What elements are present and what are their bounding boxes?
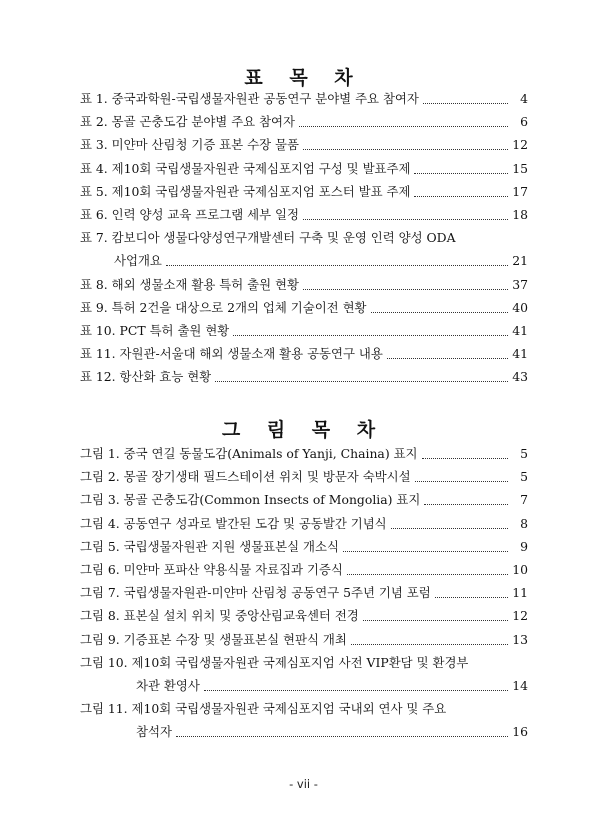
figure-entry-leader-dots [435, 597, 508, 598]
table-entry[interactable] [80, 182, 528, 205]
table-entry-leader-dots [303, 219, 508, 220]
figure-entry-label: 그림 2. 몽골 장기생태 필드스테이션 위치 및 방문자 숙박시설 [80, 469, 411, 485]
figure-entry-label: 그림 11. 제10회 국립생물자원관 국제심포지엄 국내외 연사 및 주요 [80, 701, 447, 717]
table-entry[interactable] [80, 205, 528, 228]
figure-entry[interactable] [80, 560, 528, 583]
figure-entry-page-number: 9 [520, 538, 528, 554]
table-entry-label: 표 9. 특허 2건을 대상으로 2개의 업체 기술이전 현황 [80, 299, 367, 315]
figure-entry-leader-dots [415, 481, 508, 482]
figure-entry-page-number: 12 [512, 608, 528, 624]
figure-entry-leader-dots [424, 504, 508, 505]
table-entry-leader-dots [387, 358, 508, 359]
table-entry-leader-dots [215, 381, 508, 382]
table-entry-page-number: 4 [520, 91, 528, 106]
table-entry-leader-dots [166, 265, 508, 266]
table-entry-leader-dots [299, 126, 508, 127]
table-entry[interactable] [80, 367, 528, 390]
table-entry-label: 표 10. PCT 특허 출원 현황 [80, 322, 230, 338]
table-entry-leader-dots [371, 312, 508, 313]
figure-entry[interactable] [80, 722, 528, 745]
table-entry[interactable] [80, 135, 528, 158]
table-entry[interactable] [80, 159, 528, 182]
figure-entry-page-number: 11 [512, 585, 528, 601]
figure-entry[interactable] [80, 699, 528, 722]
table-entry-page-number: 12 [512, 137, 528, 153]
table-entry-leader-dots [233, 335, 508, 336]
figure-entry[interactable] [80, 676, 528, 699]
figures-heading: 그 림 목 차 [221, 419, 386, 441]
figure-entry-page-number: 16 [512, 724, 528, 740]
table-entry[interactable] [80, 251, 528, 274]
figure-entry-label: 그림 8. 표본실 설치 위치 및 중앙산림교육센터 전경 [80, 608, 359, 624]
figure-entry-page-number: 8 [520, 515, 528, 531]
figure-entry-leader-dots [347, 574, 508, 575]
table-entry-leader-dots [414, 196, 508, 197]
table-entry[interactable] [80, 275, 528, 298]
table-entry-label: 표 11. 자원관-서울대 해외 생물소재 활용 공동연구 내용 [80, 346, 383, 362]
figure-entry-page-number: 10 [512, 561, 528, 577]
table-entry-label: 표 4. 제10회 국립생물자원관 국제심포지엄 구성 및 발표주제 [80, 160, 411, 176]
figure-entry-leader-dots [204, 690, 508, 691]
table-entry-page-number: 21 [512, 253, 528, 269]
figure-entry[interactable] [80, 606, 528, 629]
figure-entry-label: 그림 1. 중국 연길 동물도감(Animals of Yanji, Chaina) 표지 [80, 446, 418, 461]
figures-list [80, 444, 528, 745]
table-entry[interactable] [80, 321, 528, 344]
figure-entry-label: 그림 4. 공동연구 성과로 발간된 도감 및 공동발간 기념식 [80, 515, 387, 531]
table-entry-page-number: 37 [512, 276, 528, 292]
table-entry[interactable] [80, 112, 528, 135]
figure-entry-page-number: 13 [512, 631, 528, 647]
table-entry-leader-dots [303, 289, 508, 290]
table-entry-page-number: 41 [512, 322, 528, 338]
table-entry-label: 표 2. 몽골 곤충도감 분야별 주요 참여자 [80, 114, 295, 130]
table-entry[interactable] [80, 298, 528, 321]
figure-entry-page-number: 14 [512, 677, 528, 693]
figure-entry-label: 그림 6. 미얀마 포파산 약용식물 자료집과 기증식 [80, 561, 343, 577]
table-entry-page-number: 6 [520, 114, 528, 130]
figure-entry-leader-dots [391, 528, 508, 529]
figure-entry-leader-dots [363, 620, 508, 621]
table-entry-label: 표 6. 인력 양성 교육 프로그램 세부 일정 [80, 206, 299, 222]
figure-entry[interactable] [80, 444, 528, 467]
table-entry[interactable] [80, 344, 528, 367]
tables-heading: 표 목 차 [244, 67, 363, 89]
table-entry[interactable] [80, 89, 528, 112]
figure-entry[interactable] [80, 490, 528, 513]
figure-entry-label: 그림 9. 기증표본 수장 및 생물표본실 현판식 개최 [80, 631, 347, 647]
table-entry-leader-dots [303, 149, 508, 150]
page-number-footer: - vii - [289, 777, 318, 791]
table-entry-page-number: 41 [512, 346, 528, 362]
table-entry-label: 사업개요 [114, 253, 162, 269]
table-entry-page-number: 18 [512, 206, 528, 222]
figure-entry[interactable] [80, 583, 528, 606]
figure-entry[interactable] [80, 630, 528, 653]
figure-entry-label: 그림 10. 제10회 국립생물자원관 국제심포지엄 사전 VIP환담 및 환경부 [80, 654, 469, 670]
figure-entry-label: 차관 환영사 [136, 677, 200, 693]
table-entry-label: 표 8. 해외 생물소재 활용 특허 출원 현황 [80, 276, 299, 292]
figure-entry-label: 그림 3. 몽골 곤충도감(Common Insects of Mongolia) 표지 [80, 492, 421, 508]
table-entry-label: 표 3. 미얀마 산림청 기증 표본 수장 물품 [80, 137, 299, 153]
figure-entry-page-number: 7 [520, 492, 528, 508]
figure-entry-label: 그림 5. 국립생물자원관 지원 생물표본실 개소식 [80, 538, 339, 554]
figure-entry[interactable] [80, 537, 528, 560]
table-entry-leader-dots [414, 173, 508, 174]
figure-entry-leader-dots [422, 458, 508, 459]
figure-entry-label: 그림 7. 국립생물자원관-미얀마 산림청 공동연구 5주년 기념 포럼 [80, 585, 431, 601]
table-entry-leader-dots [423, 103, 508, 104]
table-entry-label: 표 7. 캄보디아 생물다양성연구개발센터 구축 및 운영 인력 양성 ODA [80, 230, 456, 246]
table-entry-label: 표 1. 중국과학원-국립생물자원관 공동연구 분야별 주요 참여자 [80, 91, 419, 106]
figure-entry[interactable] [80, 514, 528, 537]
table-entry[interactable] [80, 228, 528, 251]
figure-entry-page-number: 5 [520, 446, 528, 461]
table-entry-page-number: 40 [512, 299, 528, 315]
table-entry-label: 표 5. 제10회 국립생물자원관 국제심포지엄 포스터 발표 주제 [80, 183, 411, 199]
table-entry-page-number: 15 [512, 160, 528, 176]
table-entry-label: 표 12. 항산화 효능 현황 [80, 369, 212, 385]
figure-entry-page-number: 5 [520, 469, 528, 485]
table-entry-page-number: 43 [512, 369, 528, 385]
figure-entry[interactable] [80, 467, 528, 490]
figure-entry-leader-dots [176, 736, 508, 737]
tables-list [80, 89, 528, 390]
figure-entry[interactable] [80, 653, 528, 676]
table-entry-page-number: 17 [512, 183, 528, 199]
figure-entry-leader-dots [343, 551, 508, 552]
figure-entry-label: 참석자 [136, 724, 172, 740]
figure-entry-leader-dots [351, 644, 508, 645]
